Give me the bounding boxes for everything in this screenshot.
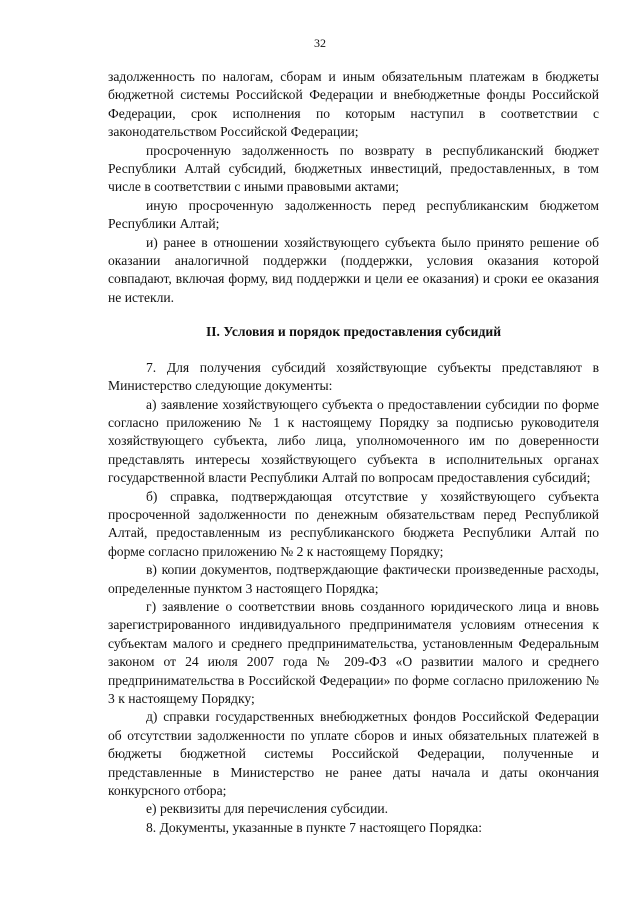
paragraph-7g: г) заявление о соответствии вновь созданного юридического лица и вновь зарегистрированного индивидуального предпринимателя условиям отнесения к субъектам малого и среднего предпринимательства, установленным Федеральным законом от 24 июля 2007 года № 209-ФЗ «О развитии малого и среднего предпринимательства в Российской Федерации» по форме согласно приложению № 3 к настоящему Порядку; <box>108 598 599 706</box>
paragraph-8: 8. Документы, указанные в пункте 7 настоящего Порядка: <box>146 819 482 835</box>
paragraph-tax-debt: задолженность по налогам, сборам и иным обязательным платежам в бюджеты бюджетной системы Российской Федерации и внебюджетные фонды Российской Федерации, срок исполнения по которым наступил в соответствии с законодательством Российской Федерации; <box>108 69 599 140</box>
paragraph-7d: д) справки государственных внебюджетных фондов Российской Федерации об отсутствии задолженности по уплате сборов и иных обязательных платежей в бюджеты бюджетной системы Российской Федерации, полученные и представленные в Министерство не ранее даты начала и даты окончания конкурсного отбора; <box>108 709 599 799</box>
paragraph-7a: а) заявление хозяйствующего субъекта о предоставлении субсидии по форме согласно приложению № 1 к настоящему Порядку за подписью руководителя хозяйствующего субъекта, либо лица, уполномоченного им по доверенности представлять интересы хозяйствующего субъекта в исполнительных органах государственной власти Республики Алтай по вопросам предоставления субсидий; <box>108 396 599 486</box>
paragraph-overdue-refund: просроченную задолженность по возврату в республиканский бюджет Республики Алтай субсидий, бюджетных инвестиций, предоставленных, в том числе в соответствии с иными правовыми актами; <box>108 142 599 195</box>
page-number: 32 <box>314 36 326 50</box>
paragraph-7v: в) копии документов, подтверждающие фактически произведенные расходы, определенные пунктом 3 настоящего Порядка; <box>108 562 599 596</box>
paragraph-7b: б) справка, подтверждающая отсутствие у хозяйствующего субъекта просроченной задолженности по денежным обязательствам перед Республикой Алтай, предоставленным из республиканского бюджета Республики Алтай по форме согласно приложению № 2 к настоящему Порядку; <box>108 488 599 559</box>
paragraph-7: 7. Для получения субсидий хозяйствующие субъекты представляют в Министерство следующие документы: <box>108 359 599 394</box>
paragraph-7e: е) реквизиты для перечисления субсидии. <box>146 801 389 817</box>
document-body <box>108 68 599 837</box>
section-heading: II. Условия и порядок предоставления субсидий <box>205 324 502 340</box>
paragraph-other-overdue: иную просроченную задолженность перед республиканским бюджетом Республики Алтай; <box>108 197 599 232</box>
paragraph-item-i: и) ранее в отношении хозяйствующего субъекта было принято решение об оказании аналогичной поддержки (поддержки, условия оказания которой совпадают, включая форму, вид поддержки и цели ее оказания) и сроки ее оказания не истекли. <box>108 234 599 305</box>
